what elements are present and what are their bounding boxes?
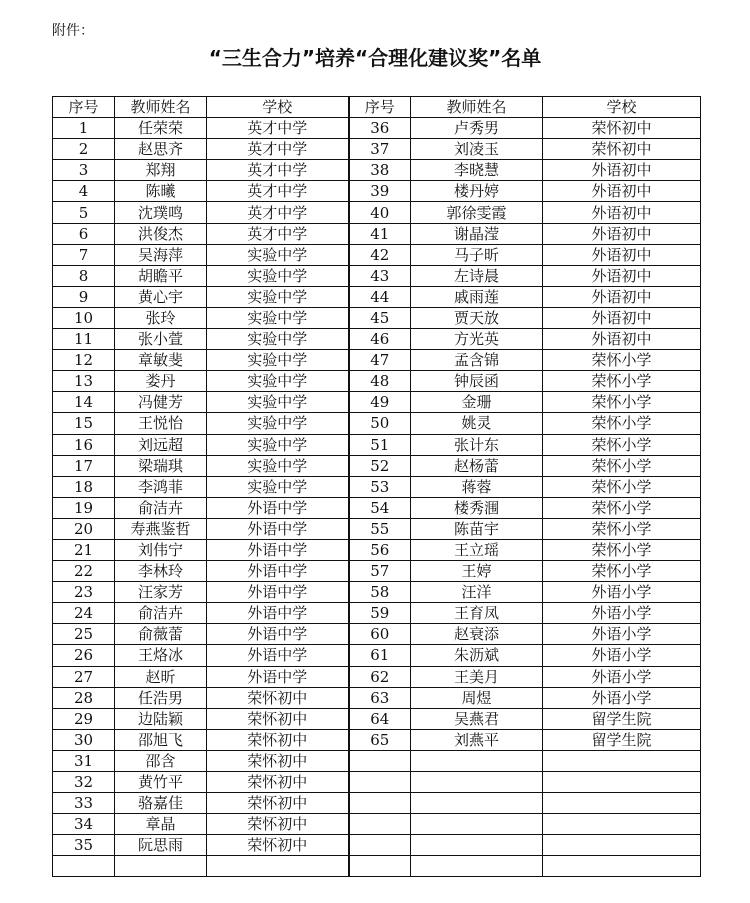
teacher-name: 冯健芳 (115, 392, 207, 413)
table-row (53, 814, 701, 835)
table-row (53, 687, 701, 708)
table-row (53, 561, 701, 582)
teacher-name: 汪家芳 (115, 582, 207, 603)
row-number: 57 (349, 561, 411, 582)
teacher-name: 赵杨蕾 (411, 455, 543, 476)
teacher-name: 戚雨莲 (411, 286, 543, 307)
teacher-name: 章晶 (115, 814, 207, 835)
row-number: 39 (349, 181, 411, 202)
row-number: 12 (53, 350, 115, 371)
table-row (53, 181, 701, 202)
table-row (53, 202, 701, 223)
row-number: 43 (349, 265, 411, 286)
teacher-name (411, 835, 543, 856)
table-row (53, 539, 701, 560)
row-number (349, 793, 411, 814)
school-name: 实验中学 (207, 265, 349, 286)
teacher-name: 孟含锦 (411, 350, 543, 371)
school-name: 外语初中 (543, 181, 701, 202)
school-name: 留学生院 (543, 729, 701, 750)
teacher-name: 刘凌玉 (411, 139, 543, 160)
school-name: 荣怀小学 (543, 434, 701, 455)
teacher-name: 吴燕君 (411, 708, 543, 729)
row-number (349, 835, 411, 856)
row-number (349, 856, 411, 877)
teacher-name: 楼秀涠 (411, 497, 543, 518)
teacher-name: 骆嘉佳 (115, 793, 207, 814)
row-number: 48 (349, 371, 411, 392)
row-number: 11 (53, 329, 115, 350)
teacher-name: 蒋蓉 (411, 476, 543, 497)
teacher-name: 阮思雨 (115, 835, 207, 856)
row-number (349, 750, 411, 771)
school-name: 荣怀初中 (207, 835, 349, 856)
teacher-name: 郑翔 (115, 160, 207, 181)
table-row (53, 645, 701, 666)
row-number: 2 (53, 139, 115, 160)
teacher-name: 胡瞻平 (115, 265, 207, 286)
table-row (53, 244, 701, 265)
row-number: 14 (53, 392, 115, 413)
school-name: 外语初中 (543, 244, 701, 265)
teacher-name: 俞薇蕾 (115, 624, 207, 645)
row-number: 58 (349, 582, 411, 603)
row-number: 27 (53, 666, 115, 687)
school-name: 实验中学 (207, 350, 349, 371)
teacher-name: 陈曦 (115, 181, 207, 202)
row-number: 46 (349, 329, 411, 350)
row-number: 44 (349, 286, 411, 307)
school-name (543, 856, 701, 877)
row-number: 53 (349, 476, 411, 497)
table-row (53, 666, 701, 687)
teacher-name: 黄竹平 (115, 772, 207, 793)
school-name: 荣怀小学 (543, 392, 701, 413)
school-name: 荣怀初中 (543, 139, 701, 160)
teacher-name: 方光英 (411, 329, 543, 350)
table-row (53, 371, 701, 392)
teacher-name: 卢秀男 (411, 118, 543, 139)
row-number: 10 (53, 307, 115, 328)
school-name: 荣怀初中 (207, 729, 349, 750)
teacher-name: 王育凤 (411, 603, 543, 624)
table-row (53, 603, 701, 624)
school-name: 外语小学 (543, 687, 701, 708)
school-name: 荣怀小学 (543, 371, 701, 392)
school-name: 外语中学 (207, 561, 349, 582)
teacher-name: 张小萱 (115, 329, 207, 350)
table-row (53, 497, 701, 518)
row-number: 31 (53, 750, 115, 771)
table-header-row (53, 97, 701, 118)
school-name: 荣怀初中 (207, 750, 349, 771)
teacher-name: 朱沥斌 (411, 645, 543, 666)
row-number: 17 (53, 455, 115, 476)
school-name: 实验中学 (207, 434, 349, 455)
teacher-name: 娄丹 (115, 371, 207, 392)
row-number: 37 (349, 139, 411, 160)
school-name: 外语初中 (543, 202, 701, 223)
teacher-name: 张计东 (411, 434, 543, 455)
school-name: 外语初中 (543, 223, 701, 244)
school-name: 外语小学 (543, 582, 701, 603)
school-name: 荣怀小学 (543, 476, 701, 497)
table-row (53, 329, 701, 350)
school-name: 外语中学 (207, 645, 349, 666)
table-row (53, 624, 701, 645)
row-number: 54 (349, 497, 411, 518)
school-name: 外语中学 (207, 666, 349, 687)
table-row (53, 455, 701, 476)
teacher-name: 王悦怡 (115, 413, 207, 434)
row-number: 23 (53, 582, 115, 603)
row-number: 3 (53, 160, 115, 181)
table-row (53, 708, 701, 729)
row-number: 21 (53, 539, 115, 560)
row-number: 15 (53, 413, 115, 434)
row-number (53, 856, 115, 877)
school-name: 留学生院 (543, 708, 701, 729)
teacher-name: 姚灵 (411, 413, 543, 434)
school-name: 荣怀初中 (207, 687, 349, 708)
teacher-name: 任荣荣 (115, 118, 207, 139)
row-number: 60 (349, 624, 411, 645)
document-title: “三生合力”培养“合理化建议奖”名单 (208, 46, 542, 70)
teacher-name: 贾天放 (411, 307, 543, 328)
row-number: 36 (349, 118, 411, 139)
row-number: 56 (349, 539, 411, 560)
school-name: 外语小学 (543, 666, 701, 687)
teacher-name: 洪俊杰 (115, 223, 207, 244)
teacher-name: 赵思齐 (115, 139, 207, 160)
teacher-name: 张玲 (115, 307, 207, 328)
teacher-name: 邵旭飞 (115, 729, 207, 750)
row-number: 4 (53, 181, 115, 202)
school-name: 英才中学 (207, 223, 349, 244)
row-number: 20 (53, 518, 115, 539)
school-name: 实验中学 (207, 455, 349, 476)
school-name: 外语中学 (207, 518, 349, 539)
table-row (53, 476, 701, 497)
row-number: 42 (349, 244, 411, 265)
teacher-name: 邵含 (115, 750, 207, 771)
row-number: 65 (349, 729, 411, 750)
school-name: 实验中学 (207, 413, 349, 434)
row-number: 64 (349, 708, 411, 729)
row-number: 55 (349, 518, 411, 539)
table-row (53, 856, 701, 877)
school-name (543, 772, 701, 793)
school-name: 英才中学 (207, 118, 349, 139)
header-no: 序号 (349, 97, 411, 118)
teacher-name: 李林玲 (115, 561, 207, 582)
teacher-name: 边陆颖 (115, 708, 207, 729)
school-name: 外语中学 (207, 624, 349, 645)
row-number: 25 (53, 624, 115, 645)
teacher-name: 王立瑶 (411, 539, 543, 560)
school-name: 实验中学 (207, 371, 349, 392)
teacher-name: 郭徐雯霞 (411, 202, 543, 223)
header-school: 学校 (543, 97, 701, 118)
school-name: 荣怀初中 (207, 793, 349, 814)
header-teacher-name: 教师姓名 (411, 97, 543, 118)
teacher-name (411, 772, 543, 793)
school-name (543, 814, 701, 835)
teacher-name (411, 814, 543, 835)
header-no: 序号 (53, 97, 115, 118)
school-name: 英才中学 (207, 160, 349, 181)
school-name: 荣怀小学 (543, 561, 701, 582)
teacher-name: 吴海萍 (115, 244, 207, 265)
school-name (207, 856, 349, 877)
row-number: 40 (349, 202, 411, 223)
school-name: 实验中学 (207, 307, 349, 328)
teacher-name: 刘燕平 (411, 729, 543, 750)
table-row (53, 729, 701, 750)
teacher-name: 谢晶滢 (411, 223, 543, 244)
row-number: 7 (53, 244, 115, 265)
row-number: 62 (349, 666, 411, 687)
table-row (53, 413, 701, 434)
table-row (53, 286, 701, 307)
school-name (543, 793, 701, 814)
row-number (349, 814, 411, 835)
teacher-name: 陈苗宇 (411, 518, 543, 539)
school-name: 荣怀初中 (207, 772, 349, 793)
school-name (543, 835, 701, 856)
row-number: 35 (53, 835, 115, 856)
row-number: 22 (53, 561, 115, 582)
row-number: 24 (53, 603, 115, 624)
teacher-name: 俞洁卉 (115, 603, 207, 624)
row-number: 9 (53, 286, 115, 307)
teacher-name (411, 856, 543, 877)
table-row (53, 265, 701, 286)
attachment-label: 附件： (52, 23, 94, 39)
teacher-name: 王美月 (411, 666, 543, 687)
school-name: 外语初中 (543, 307, 701, 328)
school-name: 外语初中 (543, 265, 701, 286)
row-number: 26 (53, 645, 115, 666)
row-number: 49 (349, 392, 411, 413)
row-number: 51 (349, 434, 411, 455)
row-number: 41 (349, 223, 411, 244)
row-number: 18 (53, 476, 115, 497)
school-name: 实验中学 (207, 286, 349, 307)
teacher-name: 赵衰添 (411, 624, 543, 645)
row-number: 1 (53, 118, 115, 139)
teacher-name: 寿燕鉴哲 (115, 518, 207, 539)
row-number (349, 772, 411, 793)
table-row (53, 160, 701, 181)
table-row (53, 434, 701, 455)
row-number: 32 (53, 772, 115, 793)
school-name: 英才中学 (207, 202, 349, 223)
table-row (53, 750, 701, 771)
row-number: 28 (53, 687, 115, 708)
teacher-name: 李鸿菲 (115, 476, 207, 497)
table-row (53, 582, 701, 603)
row-number: 33 (53, 793, 115, 814)
teacher-name: 楼丹婷 (411, 181, 543, 202)
school-name: 外语初中 (543, 286, 701, 307)
teacher-name: 汪洋 (411, 582, 543, 603)
row-number: 45 (349, 307, 411, 328)
school-name: 荣怀小学 (543, 413, 701, 434)
school-name: 荣怀初中 (207, 814, 349, 835)
school-name (543, 750, 701, 771)
teacher-name: 黄心宇 (115, 286, 207, 307)
teacher-name: 王烙冰 (115, 645, 207, 666)
row-number: 38 (349, 160, 411, 181)
teacher-name: 沈璞鸣 (115, 202, 207, 223)
teacher-name: 钟辰函 (411, 371, 543, 392)
school-name: 荣怀小学 (543, 497, 701, 518)
teacher-name: 周煜 (411, 687, 543, 708)
row-number: 61 (349, 645, 411, 666)
school-name: 英才中学 (207, 139, 349, 160)
teacher-name: 刘远超 (115, 434, 207, 455)
teacher-name: 马子昕 (411, 244, 543, 265)
teacher-name: 刘伟宁 (115, 539, 207, 560)
teacher-name (115, 856, 207, 877)
row-number: 30 (53, 729, 115, 750)
teacher-name: 赵昕 (115, 666, 207, 687)
row-number: 47 (349, 350, 411, 371)
table-row (53, 835, 701, 856)
header-teacher-name: 教师姓名 (115, 97, 207, 118)
row-number: 63 (349, 687, 411, 708)
school-name: 实验中学 (207, 476, 349, 497)
teacher-name: 李晓慧 (411, 160, 543, 181)
table-row (53, 223, 701, 244)
row-number: 8 (53, 265, 115, 286)
school-name: 外语中学 (207, 582, 349, 603)
school-name: 外语小学 (543, 603, 701, 624)
row-number: 29 (53, 708, 115, 729)
row-number: 19 (53, 497, 115, 518)
teacher-name (411, 793, 543, 814)
school-name: 实验中学 (207, 392, 349, 413)
school-name: 荣怀初中 (543, 118, 701, 139)
teacher-name: 王婷 (411, 561, 543, 582)
school-name: 荣怀小学 (543, 518, 701, 539)
teacher-name: 梁瑞琪 (115, 455, 207, 476)
row-number: 34 (53, 814, 115, 835)
school-name: 实验中学 (207, 329, 349, 350)
table-row (53, 392, 701, 413)
header-school: 学校 (207, 97, 349, 118)
teacher-name (411, 750, 543, 771)
row-number: 50 (349, 413, 411, 434)
table-row (53, 772, 701, 793)
school-name: 外语小学 (543, 624, 701, 645)
school-name: 英才中学 (207, 181, 349, 202)
school-name: 外语中学 (207, 603, 349, 624)
table-row (53, 350, 701, 371)
school-name: 荣怀初中 (207, 708, 349, 729)
school-name: 外语初中 (543, 160, 701, 181)
school-name: 荣怀小学 (543, 539, 701, 560)
teacher-name: 任浩男 (115, 687, 207, 708)
row-number: 13 (53, 371, 115, 392)
teacher-name: 俞洁卉 (115, 497, 207, 518)
school-name: 荣怀小学 (543, 350, 701, 371)
row-number: 6 (53, 223, 115, 244)
school-name: 外语中学 (207, 539, 349, 560)
table-row (53, 518, 701, 539)
row-number: 52 (349, 455, 411, 476)
row-number: 5 (53, 202, 115, 223)
table-row (53, 118, 701, 139)
row-number: 59 (349, 603, 411, 624)
school-name: 外语中学 (207, 497, 349, 518)
teacher-name: 左诗晨 (411, 265, 543, 286)
award-roster-table (52, 96, 701, 877)
school-name: 外语初中 (543, 329, 701, 350)
school-name: 外语小学 (543, 645, 701, 666)
table-row (53, 307, 701, 328)
table-row (53, 793, 701, 814)
row-number: 16 (53, 434, 115, 455)
teacher-name: 章敏斐 (115, 350, 207, 371)
school-name: 实验中学 (207, 244, 349, 265)
teacher-name: 金珊 (411, 392, 543, 413)
school-name: 荣怀小学 (543, 455, 701, 476)
table-row (53, 139, 701, 160)
